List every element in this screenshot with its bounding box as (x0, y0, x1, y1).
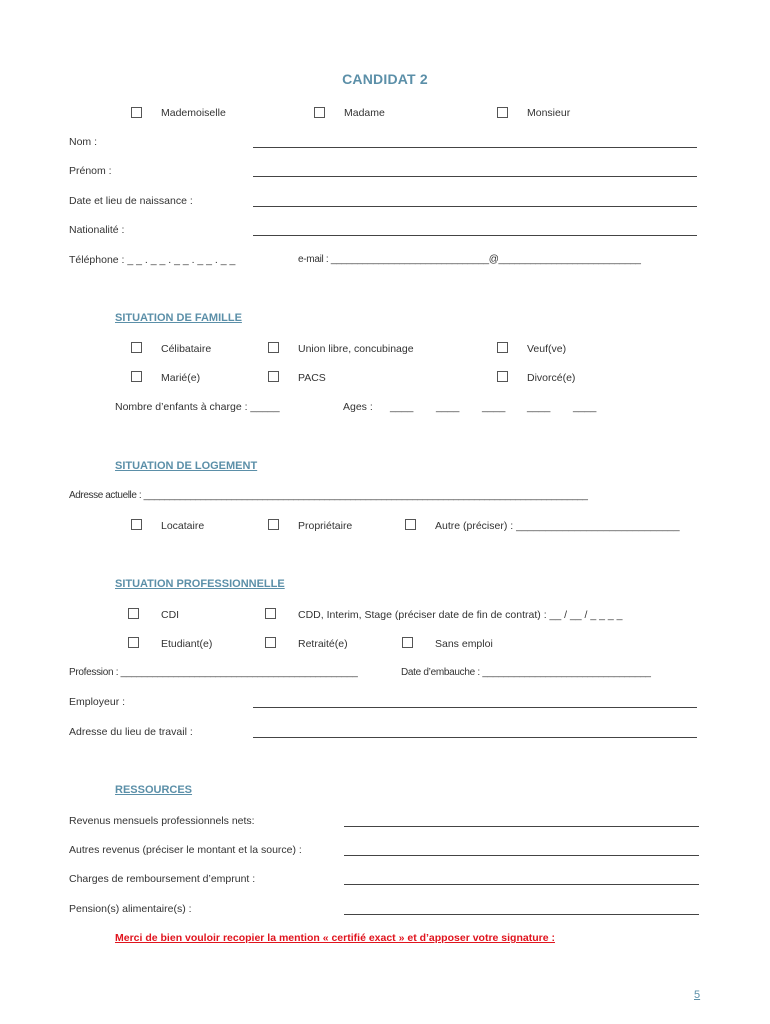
pension-label: Pension(s) alimentaire(s) : (69, 903, 192, 915)
age-field[interactable]: ____ (573, 401, 597, 413)
prenom-label: Prénom : (69, 165, 112, 177)
age-field[interactable]: ____ (527, 401, 551, 413)
charges-label: Charges de remboursement d’emprunt : (69, 873, 256, 885)
label-sans-emploi: Sans emploi (435, 638, 493, 650)
label-mademoiselle: Mademoiselle (161, 107, 226, 119)
label-locataire: Locataire (161, 520, 205, 532)
signature-instruction: Merci de bien vouloir recopier la mention « certifié exact » et d’apposer votre signature : (115, 932, 555, 944)
famille-heading: SITUATION DE FAMILLE (115, 312, 242, 324)
label-cdi: CDI (161, 609, 180, 621)
checkbox-union-libre[interactable] (268, 342, 279, 353)
prenom-field[interactable] (253, 176, 697, 177)
checkbox-marie[interactable] (131, 371, 142, 382)
checkbox-monsieur[interactable] (497, 107, 508, 118)
page-number: 5 (694, 989, 701, 1001)
checkbox-divorce[interactable] (497, 371, 508, 382)
telephone-field[interactable]: Téléphone : _ _ . _ _ . _ _ . _ _ . _ _ (69, 254, 236, 266)
checkbox-autre[interactable] (405, 519, 416, 530)
employeur-field[interactable] (253, 707, 697, 708)
nom-label: Nom : (69, 136, 98, 148)
enfants-field[interactable]: Nombre d’enfants à charge : _____ (115, 401, 280, 413)
label-pacs: PACS (298, 372, 326, 384)
email-field[interactable]: e-mail : ______________________________@___________________________ (298, 254, 641, 265)
label-divorce: Divorcé(e) (527, 372, 576, 384)
revenus-label: Revenus mensuels professionnels nets: (69, 815, 255, 827)
logement-heading: SITUATION DE LOGEMENT (115, 460, 258, 472)
label-madame: Madame (344, 107, 385, 119)
checkbox-cdi[interactable] (128, 608, 139, 619)
label-etudiant: Etudiant(e) (161, 638, 213, 650)
naissance-label: Date et lieu de naissance : (69, 195, 193, 207)
nationalite-field[interactable] (253, 235, 697, 236)
employeur-label: Employeur : (69, 696, 126, 708)
checkbox-etudiant[interactable] (128, 637, 139, 648)
label-union-libre: Union libre, concubinage (298, 343, 414, 355)
pension-field[interactable] (344, 914, 699, 915)
embauche-field[interactable]: Date d’embauche : ________________________________ (401, 667, 651, 678)
age-field[interactable]: ____ (390, 401, 414, 413)
ages-label: Ages : (343, 401, 373, 413)
checkbox-madame[interactable] (314, 107, 325, 118)
label-veuf: Veuf(ve) (527, 343, 567, 355)
revenus-field[interactable] (344, 826, 699, 827)
label-marie: Marié(e) (161, 372, 201, 384)
label-celibataire: Célibataire (161, 343, 212, 355)
label-proprietaire: Propriétaire (298, 520, 353, 532)
age-field[interactable]: ____ (436, 401, 460, 413)
nom-field[interactable] (253, 147, 697, 148)
adresse-actuelle-field[interactable]: Adresse actuelle : ______________________________________________________________________________________ (69, 490, 588, 501)
checkbox-proprietaire[interactable] (268, 519, 279, 530)
checkbox-locataire[interactable] (131, 519, 142, 530)
checkbox-celibataire[interactable] (131, 342, 142, 353)
checkbox-veuf[interactable] (497, 342, 508, 353)
profession-field[interactable]: Profession : _____________________________________________ (69, 667, 358, 678)
age-field[interactable]: ____ (482, 401, 506, 413)
label-monsieur: Monsieur (527, 107, 571, 119)
pro-heading: SITUATION PROFESSIONNELLE (115, 578, 285, 590)
checkbox-sans-emploi[interactable] (402, 637, 413, 648)
naissance-field[interactable] (253, 206, 697, 207)
adresse-travail-label: Adresse du lieu de travail : (69, 726, 193, 738)
ressources-heading: RESSOURCES (115, 784, 193, 796)
checkbox-mademoiselle[interactable] (131, 107, 142, 118)
adresse-travail-field[interactable] (253, 737, 697, 738)
label-cdd: CDD, Interim, Stage (préciser date de fin de contrat) : __ / __ / _ _ _ _ (298, 609, 623, 621)
autres-revenus-field[interactable] (344, 855, 699, 856)
checkbox-pacs[interactable] (268, 371, 279, 382)
charges-field[interactable] (344, 884, 699, 885)
autres-revenus-label: Autres revenus (préciser le montant et la source) : (69, 844, 302, 856)
nationalite-label: Nationalité : (69, 224, 125, 236)
checkbox-retraite[interactable] (265, 637, 276, 648)
label-retraite: Retraité(e) (298, 638, 348, 650)
checkbox-cdd[interactable] (265, 608, 276, 619)
page-title: CANDIDAT 2 (342, 71, 428, 87)
autre-field[interactable]: Autre (préciser) : ____________________________ (435, 520, 680, 532)
